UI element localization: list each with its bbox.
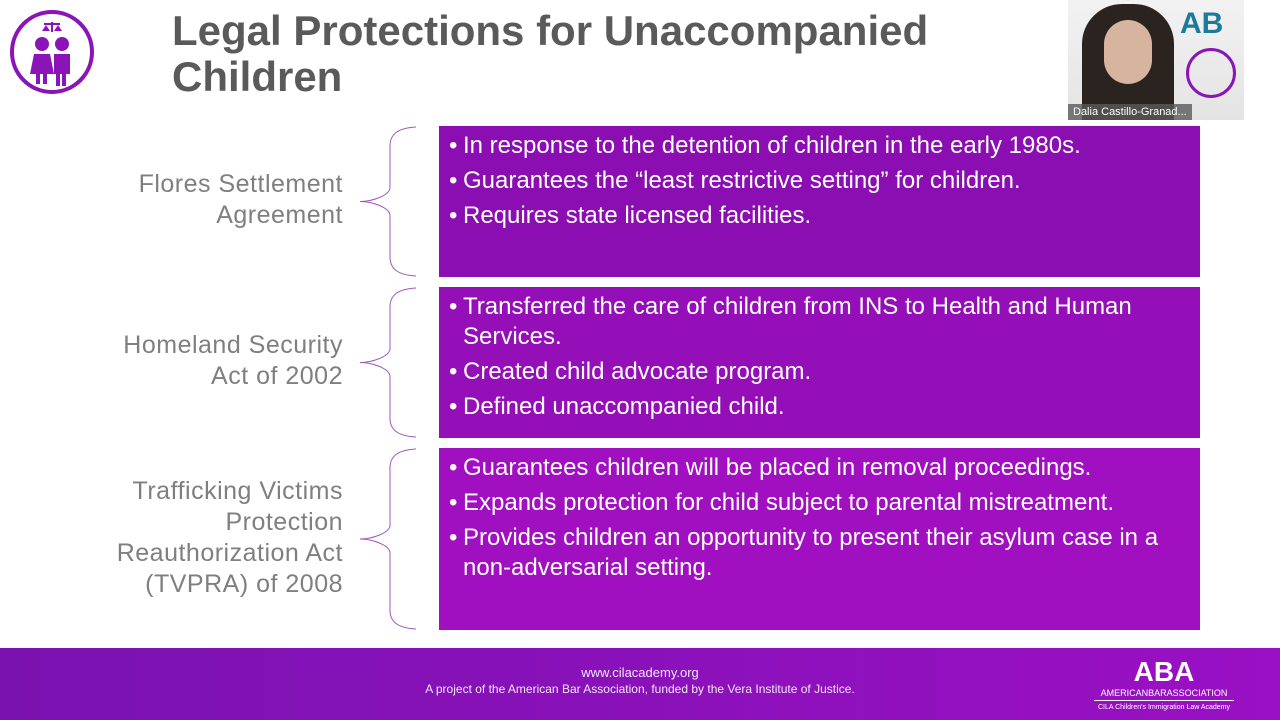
- section-label: [117, 476, 343, 600]
- label-line: Act of 2002: [211, 362, 343, 390]
- label-line: Agreement: [216, 201, 343, 229]
- aba-logo-background: AB: [1180, 7, 1224, 40]
- bullet-item: • Expands protection for child subject to parental mistreatment.: [449, 488, 1192, 518]
- label-line: Homeland Security: [123, 331, 343, 359]
- slide-title: Legal Protections for Unaccompanied Children: [172, 7, 929, 100]
- bullet-item: • In response to the detention of children in the early 1980s.: [449, 131, 1192, 161]
- brace-icon: [358, 448, 418, 630]
- section-bullets-box: [439, 287, 1200, 438]
- cila-logo-background: [1186, 48, 1236, 98]
- aba-name: AMERICANBARASSOCIATION: [1094, 686, 1234, 701]
- bullet-item: • Created child advocate program.: [449, 357, 1192, 387]
- aba-sub: CILA Children's Immigration Law Academy: [1097, 704, 1231, 711]
- footer-url[interactable]: www.cilacademy.org: [581, 665, 699, 680]
- webcam-tile[interactable]: [1068, 0, 1244, 120]
- brace-icon: [358, 287, 418, 438]
- bullet-item: • Guarantees the “least restrictive setting” for children.: [449, 166, 1192, 196]
- participant-video: [1082, 4, 1174, 120]
- bullet-item: • Guarantees children will be placed in removal proceedings.: [449, 453, 1192, 483]
- children-scale-icon: [14, 14, 90, 90]
- section-label: [139, 169, 343, 231]
- cila-children-logo: [10, 10, 94, 94]
- label-line: Trafficking Victims: [132, 477, 343, 505]
- slide-footer: [0, 648, 1280, 720]
- section-bullets-box: [439, 126, 1200, 277]
- label-line: Protection: [225, 508, 343, 536]
- section-bullets-box: [439, 448, 1200, 630]
- bullet-item: • Transferred the care of children from INS to Health and Human Services.: [449, 292, 1192, 352]
- bullet-item: • Requires state licensed facilities.: [449, 201, 1192, 231]
- aba-letters: ABA: [1133, 656, 1195, 687]
- label-line: Flores Settlement: [138, 170, 343, 198]
- aba-footer-logo: [1094, 658, 1234, 711]
- label-line: (TVPRA) of 2008: [145, 570, 343, 598]
- bullet-item: • Provides children an opportunity to present their asylum case in a non-adversarial setting.: [449, 523, 1192, 583]
- footer-credit: A project of the American Bar Association, funded by the Vera Institute of Justice.: [425, 682, 855, 696]
- label-line: Reauthorization Act: [116, 539, 343, 567]
- section-label: [123, 330, 343, 392]
- brace-icon: [358, 126, 418, 277]
- participant-name: Dalia Castillo-Granad...: [1068, 104, 1192, 120]
- bullet-item: • Defined unaccompanied child.: [449, 392, 1192, 422]
